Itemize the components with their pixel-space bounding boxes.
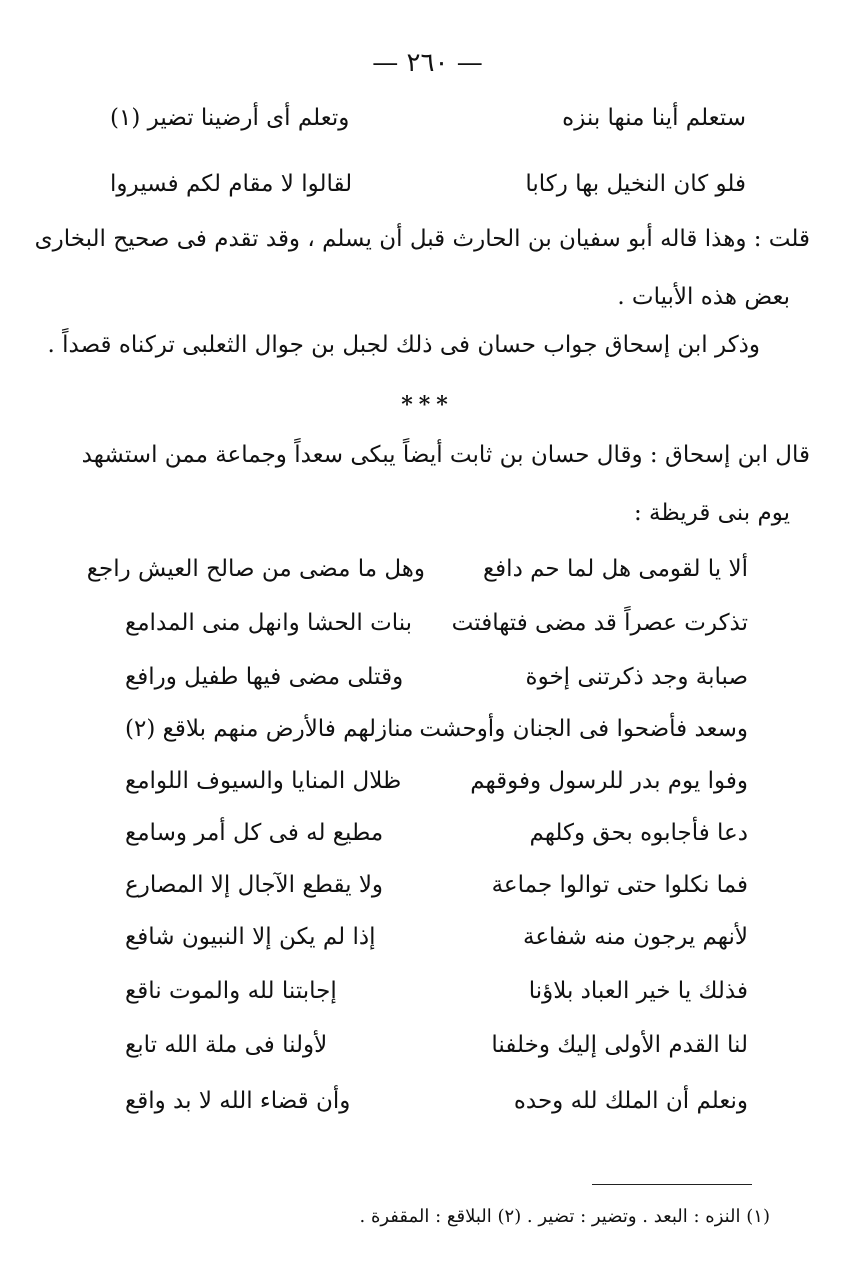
verse-first-hemistich: تذكرت عصراً قد مضى فتهافتت xyxy=(451,610,748,636)
verse-second-hemistich: إجابتنا لله والموت ناقع xyxy=(125,978,337,1004)
poem-verse xyxy=(125,1076,748,1126)
poem-verse xyxy=(125,1020,748,1070)
verse-first-hemistich: ألا يا لقومى هل لما حم دافع xyxy=(482,556,748,582)
poem-verse xyxy=(125,756,748,806)
verse-second-hemistich: وقتلى مضى فيها طفيل ورافع xyxy=(125,664,404,690)
verse-first-hemistich: ستعلم أينا منها بنزه xyxy=(562,105,746,131)
poem-verse xyxy=(125,966,748,1016)
verse-second-hemistich: وتعلم أى أرضينا تضير (١) xyxy=(110,105,350,131)
verse-second-hemistich: إذا لم يكن إلا النبيون شافع xyxy=(125,924,376,950)
poem-verse xyxy=(125,860,748,910)
verse-second-hemistich: وأن قضاء الله لا بد واقع xyxy=(125,1088,351,1114)
verse-first-hemistich: صبابة وجد ذكرتنى إخوة xyxy=(525,664,748,690)
verse-first-hemistich: وسعد فأضحوا فى الجنان وأوحشت xyxy=(419,716,748,742)
poem-verse xyxy=(86,544,748,594)
verse-second-hemistich: ولا يقطع الآجال إلا المصارع xyxy=(125,872,384,898)
verse-first-hemistich: فلو كان النخيل بها ركابا xyxy=(525,171,746,197)
footnote-divider xyxy=(592,1184,752,1185)
verse-first-hemistich: فما نكلوا حتى توالوا جماعة xyxy=(491,872,748,898)
verse-second-hemistich: مطيع له فى كل أمر وسامع xyxy=(125,820,384,846)
poem-verse xyxy=(125,704,748,754)
verse-second-hemistich: منازلهم فالأرض منهم بلاقع (٢) xyxy=(125,716,414,742)
verse-first-hemistich: لنا القدم الأولى إليك وخلفنا xyxy=(491,1032,748,1058)
paragraph-line: قلت : وهذا قاله أبو سفيان بن الحارث قبل أن يسلم ، وقد تقدم فى صحيح البخارى xyxy=(34,226,810,252)
poem-verse xyxy=(125,808,748,858)
verse-first-hemistich: دعا فأجابوه بحق وكلهم xyxy=(529,820,748,846)
verse-second-hemistich: بنات الحشا وانهل منى المدامع xyxy=(125,610,413,636)
verse-first-hemistich: ونعلم أن الملك لله وحده xyxy=(513,1088,748,1114)
section-separator: *** xyxy=(401,392,454,418)
page-number: — ٢٦٠ — xyxy=(372,48,483,78)
verse-second-hemistich: وهل ما مضى من صالح العيش راجع xyxy=(86,556,425,582)
poem-verse xyxy=(125,652,748,702)
intro-verse-1 xyxy=(110,96,746,140)
verse-second-hemistich: لأولنا فى ملة الله تابع xyxy=(125,1032,328,1058)
verse-first-hemistich: وفوا يوم بدر للرسول وفوقهم xyxy=(470,768,748,794)
paragraph: وذكر ابن إسحاق جواب حسان فى ذلك لجبل بن جوال الثعلبى تركناه قصداً . xyxy=(47,332,760,358)
poem-verse xyxy=(125,912,748,962)
verse-second-hemistich: ظلال المنايا والسيوف اللوامع xyxy=(125,768,402,794)
poem-verse xyxy=(125,598,748,648)
verse-second-hemistich: لقالوا لا مقام لكم فسيروا xyxy=(110,171,353,197)
footnote: (١) النزه : البعد . وتضير : تضير . (٢) البلاقع : المقفرة . xyxy=(359,1206,770,1227)
paragraph-line: بعض هذه الأبيات . xyxy=(617,284,790,310)
intro-verse-2 xyxy=(110,162,746,206)
paragraph-line: قال ابن إسحاق : وقال حسان بن ثابت أيضاً يبكى سعداً وجماعة ممن استشهد xyxy=(81,442,810,468)
paragraph-line: يوم بنى قريظة : xyxy=(633,500,790,526)
verse-first-hemistich: فذلك يا خير العباد بلاؤنا xyxy=(528,978,748,1004)
verse-first-hemistich: لأنهم يرجون منه شفاعة xyxy=(522,924,748,950)
